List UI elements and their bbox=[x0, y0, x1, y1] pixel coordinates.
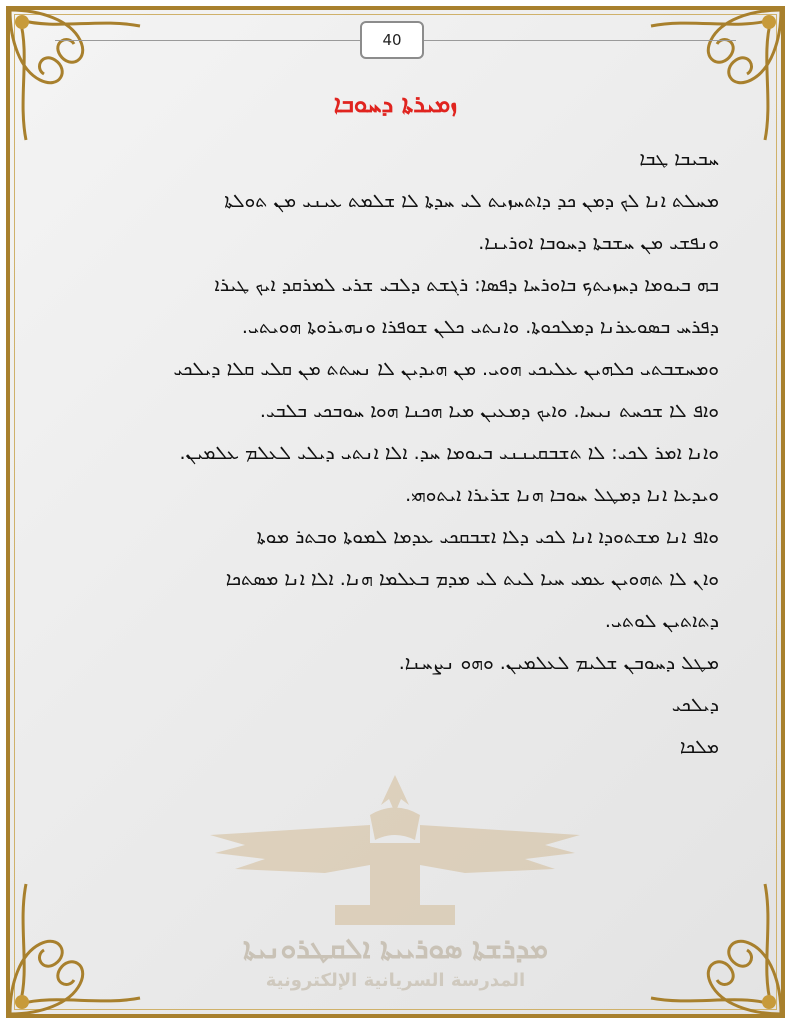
text-line: ܘܐܢ ܠܐ ܬܗܘܝܢ ܥܡܝ ܚܝܐ ܠܝܬ ܠܝ ܡܕܡ ܒܥܠܡܐ ܗܢܐ. ܐܠܐ ܐܢܐ ܡܣܬܟܐ bbox=[225, 568, 719, 590]
text-line: ܚܒܝܒܐ ܛܒܐ bbox=[639, 148, 719, 170]
text-line: ܡܠܟܐ bbox=[679, 736, 719, 758]
corner-ornament-top-left bbox=[0, 0, 150, 150]
text-line: ܘܐܦ ܠܐ ܫܟܚܬ ܢܝܚܐ. ܘܐܝܟ ܕܡܥܝܢ ܡܝܐ ܗܟܢܐ ܗܘܐ ܚܘܒܟܝ ܒܠܒܝ. bbox=[259, 400, 719, 422]
footer-school-name-arabic: المدرسة السريانية الإلكترونية bbox=[265, 970, 526, 991]
poem-title: ܙܡܝܪܬܐ ܕܚܘܒܐ bbox=[333, 90, 458, 118]
text-line: ܡܛܠ ܕܚܘܒܢ ܫܠܝܡ ܠܥܠܡܝܢ. ܘܗܘ ܢܨܚܢܐ. bbox=[398, 652, 719, 674]
text-line: ܕܦܪܚ ܒܣܘܥܪܢܐ ܕܡܠܟܘܬܐ. ܘܐܢܬܝ ܟܠܢ ܫܘܦܪܐ ܘܢܗܝܪܘܬܐ ܗܘܝܬܝ. bbox=[241, 316, 719, 338]
text-line: ܘܡܚܫܒܬܝ ܟܠܗܝܢ ܥܠܝܟܝ ܗܘܝ. ܡܢ ܗܝܕܝܢ ܠܐ ܢܚܬܬ ܡܢ ܩܠܝ ܩܠܐ ܕܝܠܟܝ bbox=[173, 358, 719, 380]
corner-ornament-top-right bbox=[641, 0, 791, 150]
text-line: ܒܗ ܒܝܘܡܐ ܕܚܙܝܬܟ ܒܐܘܪܚܐ ܕܦܣܐ: ܪܓܫܬ ܕܠܒܝ ܫܪܝ ܠܡܪܩܕ ܐܝܟ ܛܝܪܐ bbox=[214, 274, 719, 296]
text-line: ܘܢܦܫܝ ܡܢ ܚܫܒܬܐ ܕܚܘܒܐ ܐܘܪܝܢܐ. bbox=[478, 232, 719, 254]
text-line: ܘܐܦ ܐܢܐ ܡܫܬܘܕܐ ܐܢܐ ܠܟܝ ܕܠܐ ܐܫܒܩܟܝ ܥܕܡܐ ܠܡܘܬܐ ܘܒܬܪ ܡܘܬܐ bbox=[256, 526, 719, 548]
text-line: ܕܝܠܟܝ bbox=[671, 694, 719, 716]
text-line: ܘܝܕܥܐ ܐܢܐ ܕܡܛܠ ܚܘܒܐ ܗܢܐ ܫܪܝܪܐ ܐܝܬܘܗܝ. bbox=[405, 484, 719, 506]
text-line: ܕܬܐܬܝܢ ܠܘܬܝ. bbox=[604, 610, 719, 632]
winged-emblem-watermark bbox=[205, 765, 585, 930]
text-line: ܘܐܢܐ ܐܡܪ ܠܟܝ: ܠܐ ܬܫܒܩܝܢܢܝ ܒܝܘܡܐ ܚܕ. ܐܠܐ ܐܢܬܝ ܕܝܠܝ ܠܥܠܡ ܥܠܡܝܢ. bbox=[179, 442, 719, 464]
text-line: ܡܚܠܬ ܐܢܐ ܠܟ ܕܡܢ ܟܕ ܕܐܬܚܙܝܬ ܠܝ ܚܕܬܐ ܠܐ ܫܠܡܬ ܥܝܢܝ ܡܢ ܬܘܠܬܐ bbox=[224, 190, 719, 212]
letter-body bbox=[78, 138, 719, 768]
page-number: 40 bbox=[360, 21, 424, 59]
footer-school-name-syriac: ܡܕܪܫܬܐ ܣܘܪܝܝܬܐ ܐܠܩܛܪܘܢܝܬܐ bbox=[243, 932, 548, 965]
